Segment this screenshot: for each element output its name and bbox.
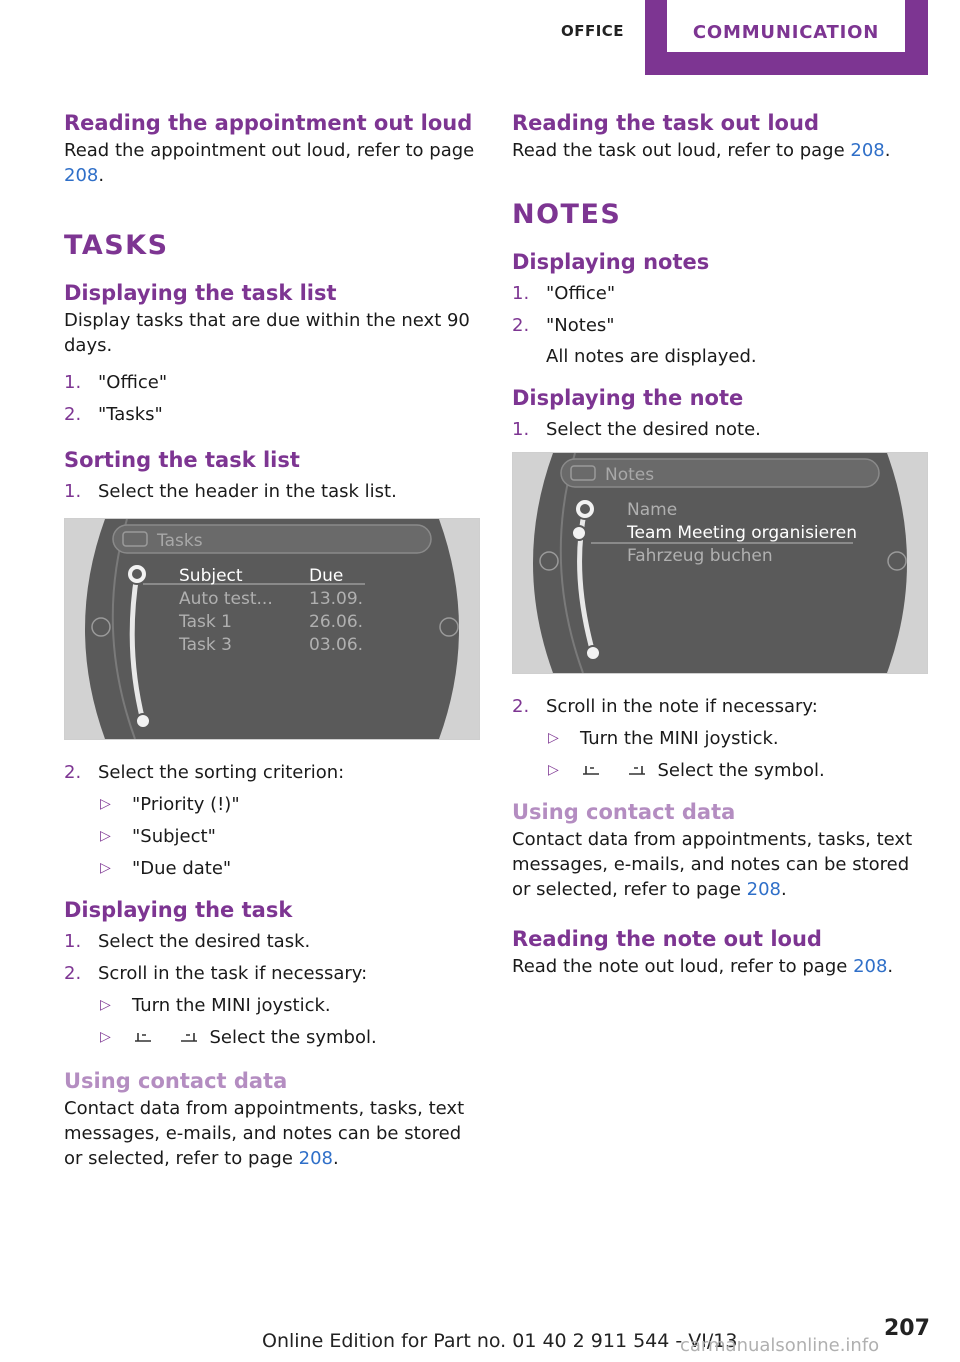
row-subject: Auto test... xyxy=(179,589,273,609)
notes-screen-image xyxy=(512,452,928,674)
step-subtext: All notes are displayed. xyxy=(546,346,757,367)
scroll-knob-mid xyxy=(572,526,586,540)
bullet-text: Select the symbol. xyxy=(657,760,825,781)
step-text: Select the desired task. xyxy=(98,931,311,952)
left-column xyxy=(64,108,484,1171)
page-number: 207 xyxy=(884,1316,930,1341)
text: . xyxy=(781,879,787,900)
heading-displaying-note: Displaying the note xyxy=(512,386,744,410)
heading-tasks: TASKS xyxy=(64,230,169,261)
text: Read the appointment out loud, refer to page xyxy=(64,140,475,161)
scroll-forward-icon xyxy=(626,762,648,778)
list-item xyxy=(98,856,484,881)
watermark: carmanualsonline.info xyxy=(680,1335,880,1356)
step-text: Select the desired note. xyxy=(546,419,761,440)
list-item xyxy=(64,929,484,954)
paragraph-contact-data xyxy=(512,827,932,902)
scroll-back-icon xyxy=(580,762,602,778)
step-number: 2. xyxy=(64,963,82,984)
list-item xyxy=(512,694,932,783)
steps-displaying-note xyxy=(512,417,932,442)
list-item xyxy=(64,760,484,881)
triangle-bullet-icon: ▷ xyxy=(548,762,559,778)
steps-displaying-notes xyxy=(512,281,932,369)
screen-title: Notes xyxy=(605,465,655,485)
bullet-text: Turn the MINI joystick. xyxy=(580,728,779,749)
sort-options xyxy=(98,792,484,881)
column-name: Name xyxy=(627,500,678,520)
steps-displaying-task xyxy=(64,929,484,1050)
triangle-bullet-icon: ▷ xyxy=(100,997,111,1013)
page-link[interactable]: 208 xyxy=(853,956,888,977)
heading-displaying-task-list: Displaying the task list xyxy=(64,281,337,305)
row-subject: Task 1 xyxy=(179,612,232,632)
step-text: "Tasks" xyxy=(98,404,163,425)
list-item xyxy=(546,726,932,751)
row-note: Fahrzeug buchen xyxy=(627,546,773,566)
list-item xyxy=(64,402,484,427)
page-link[interactable]: 208 xyxy=(298,1148,334,1169)
text: . xyxy=(98,165,105,186)
scroll-knob-inner xyxy=(580,504,590,514)
step-number: 2. xyxy=(512,315,530,336)
scroll-options xyxy=(98,993,484,1050)
step-text: "Office" xyxy=(546,283,616,304)
step-number: 2. xyxy=(512,696,530,717)
triangle-bullet-icon: ▷ xyxy=(100,1029,111,1045)
heading-displaying-task: Displaying the task xyxy=(64,898,293,922)
scroll-knob-inner xyxy=(132,569,142,579)
step-text: "Office" xyxy=(98,372,168,393)
paragraph-task-list: Display tasks that are due within the next 90 days. xyxy=(64,310,470,356)
list-item xyxy=(64,370,484,395)
page-link[interactable]: 208 xyxy=(850,140,885,161)
list-item xyxy=(512,417,932,442)
list-item xyxy=(546,758,932,783)
tasks-screen-svg xyxy=(65,519,479,739)
scroll-forward-icon xyxy=(178,1029,200,1045)
step-number: 2. xyxy=(64,762,82,783)
list-item xyxy=(98,1025,484,1050)
header-tab xyxy=(645,0,928,75)
list-item xyxy=(64,961,484,1050)
step-text: Select the header in the task list. xyxy=(98,481,397,502)
heading-using-contact-data: Using contact data xyxy=(512,800,736,824)
footer-edition: Online Edition for Part no. 01 40 2 911 544 - VI/13 xyxy=(262,1330,738,1352)
paragraph-contact-data xyxy=(64,1096,484,1171)
bullet-text: Select the symbol. xyxy=(209,1027,377,1048)
steps-sorting xyxy=(64,479,484,504)
text: . xyxy=(333,1148,339,1169)
text: Contact data from appointments, tasks, text messages, e-mails, and notes can be stored or selected, refer to page xyxy=(512,829,913,900)
header-tab-label: COMMUNICATION xyxy=(667,0,905,52)
steps-displaying-note-cont xyxy=(512,694,932,783)
heading-reading-appointment: Reading the appointment out loud xyxy=(64,111,473,135)
steps-sorting-cont xyxy=(64,760,484,881)
step-number: 2. xyxy=(64,404,82,425)
heading-using-contact-data: Using contact data xyxy=(64,1069,288,1093)
tasks-screen-image xyxy=(64,518,480,740)
row-subject: Task 3 xyxy=(179,635,232,655)
text: Read the note out loud, refer to page xyxy=(512,956,854,977)
bullet-text: Turn the MINI joystick. xyxy=(132,995,331,1016)
column-subject: Subject xyxy=(179,566,243,586)
heading-sorting-task-list: Sorting the task list xyxy=(64,448,300,472)
text: . xyxy=(887,956,894,977)
step-text: "Notes" xyxy=(546,315,615,336)
triangle-bullet-icon: ▷ xyxy=(100,828,111,844)
triangle-bullet-icon: ▷ xyxy=(548,730,559,746)
step-text: Scroll in the note if necessary: xyxy=(546,696,818,717)
paragraph-reading-appointment xyxy=(64,138,484,188)
column-due: Due xyxy=(309,566,344,586)
page-link[interactable]: 208 xyxy=(746,879,782,900)
step-number: 1. xyxy=(64,372,82,393)
list-item xyxy=(64,479,484,504)
heading-notes: NOTES xyxy=(512,199,622,230)
text: . xyxy=(884,140,891,161)
triangle-bullet-icon: ▷ xyxy=(100,796,111,812)
option-text: "Priority (!)" xyxy=(132,794,240,815)
step-number: 1. xyxy=(512,419,530,440)
step-text: Select the sorting criterion: xyxy=(98,762,345,783)
scroll-back-icon xyxy=(132,1029,154,1045)
heading-displaying-notes: Displaying notes xyxy=(512,250,710,274)
scroll-knob-bottom xyxy=(586,646,600,660)
page-link[interactable]: 208 xyxy=(64,165,99,186)
step-text: Scroll in the task if necessary: xyxy=(98,963,368,984)
text: Contact data from appointments, tasks, text messages, e-mails, and notes can be stored or selected, refer to page xyxy=(64,1098,465,1169)
list-item xyxy=(512,281,932,306)
right-column xyxy=(512,108,932,979)
step-number: 1. xyxy=(512,283,530,304)
row-due: 03.06. xyxy=(309,635,364,655)
scroll-options xyxy=(546,726,932,783)
row-due: 26.06. xyxy=(309,612,364,632)
scroll-knob-bottom xyxy=(136,714,150,728)
row-due: 13.09. xyxy=(309,589,364,609)
option-text: "Subject" xyxy=(132,826,216,847)
paragraph-reading-note xyxy=(512,954,932,979)
heading-reading-note: Reading the note out loud xyxy=(512,927,822,951)
option-text: "Due date" xyxy=(132,858,232,879)
row-note: Team Meeting organisieren xyxy=(627,523,857,543)
step-number: 1. xyxy=(64,481,82,502)
notes-screen-svg xyxy=(513,453,927,673)
header-section-office: OFFICE xyxy=(560,22,625,40)
heading-reading-task: Reading the task out loud xyxy=(512,111,819,135)
list-item xyxy=(98,824,484,849)
list-item xyxy=(98,792,484,817)
step-number: 1. xyxy=(64,931,82,952)
steps-task-list xyxy=(64,370,484,427)
paragraph-reading-task xyxy=(512,138,932,163)
list-item xyxy=(98,993,484,1018)
list-item xyxy=(512,313,932,369)
screen-title: Tasks xyxy=(157,531,203,551)
text: Read the task out loud, refer to page xyxy=(512,140,851,161)
triangle-bullet-icon: ▷ xyxy=(100,860,111,876)
